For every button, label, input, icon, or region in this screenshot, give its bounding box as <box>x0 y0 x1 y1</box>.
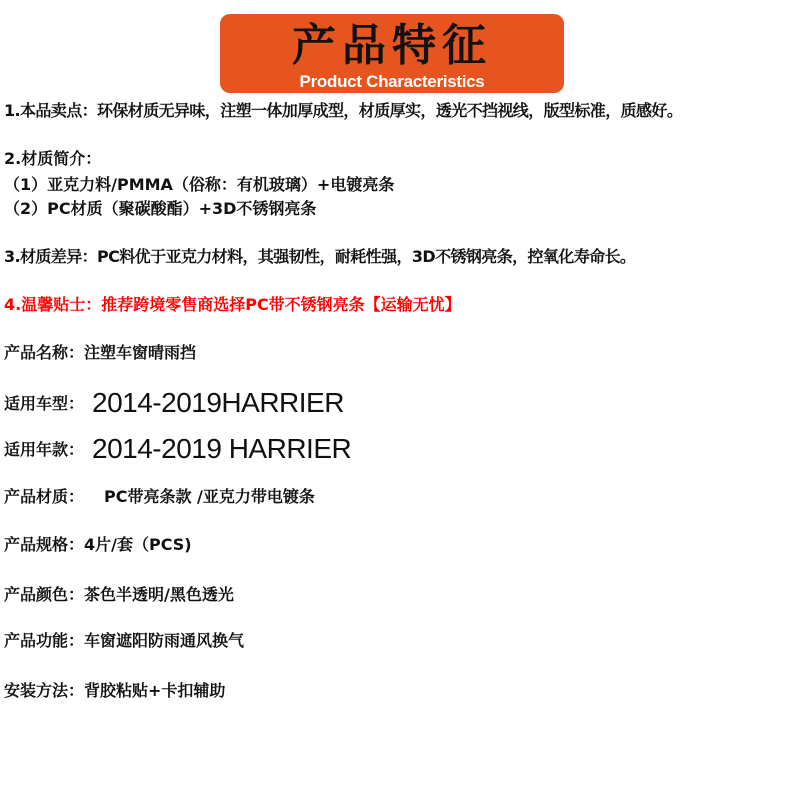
spec-row-year <box>4 433 352 464</box>
spec-row-spec <box>4 534 192 556</box>
spec-row-color <box>4 584 234 606</box>
warm-tip-line: 4.温馨贴士：推荐跨境零售商选择PC带不锈钢亮条【运输无忧】 <box>4 295 461 314</box>
spec-row-model <box>4 387 344 418</box>
spec-label: 产品颜色： <box>4 585 85 604</box>
spec-row-material <box>4 486 315 508</box>
header-banner <box>220 14 564 93</box>
material-option-2: （2）PC材质（聚碳酸酯）+3D不锈钢亮条 <box>4 199 317 218</box>
spec-label: 产品名称： <box>4 343 85 362</box>
spec-row-install <box>4 680 225 702</box>
spec-value: 2014-2019HARRIER <box>92 387 344 418</box>
spec-label: 产品材质： <box>4 487 85 506</box>
spec-value: 背胶粘贴+卡扣辅助 <box>84 681 226 700</box>
spec-value: 茶色半透明/黑色透光 <box>84 585 234 604</box>
spec-value: 4片/套（PCS) <box>84 535 192 554</box>
spec-label: 适用年款： <box>4 440 85 459</box>
material-intro-heading: 2.材质简介： <box>4 149 102 168</box>
spec-label: 安装方法： <box>4 681 85 700</box>
banner-title: 产品特征 <box>292 20 492 71</box>
selling-point-line: 1.本品卖点：环保材质无异味，注塑一体加厚成型，材质厚实，透光不挡视线，版型标准，质感好。 <box>4 101 683 120</box>
spec-value: 车窗遮阳防雨通风换气 <box>84 631 245 650</box>
spec-label: 产品规格： <box>4 535 85 554</box>
spec-value: 注塑车窗晴雨挡 <box>84 343 197 362</box>
spec-label: 适用车型： <box>4 394 85 413</box>
spec-label: 产品功能： <box>4 631 85 650</box>
spec-row-function <box>4 630 244 652</box>
spec-value: 2014-2019 HARRIER <box>92 433 352 464</box>
banner-subtitle: Product Characteristics <box>299 72 485 91</box>
material-difference-line: 3.材质差异：PC料优于亚克力材料，其强韧性，耐耗性强，3D不锈钢亮条，控氧化寿命长。 <box>4 247 636 266</box>
spec-value: PC带亮条款 /亚克力带电镀条 <box>104 487 315 506</box>
material-option-1: （1）亚克力料/PMMA（俗称：有机玻璃）+电镀亮条 <box>4 175 395 194</box>
spec-row-name <box>4 342 196 364</box>
